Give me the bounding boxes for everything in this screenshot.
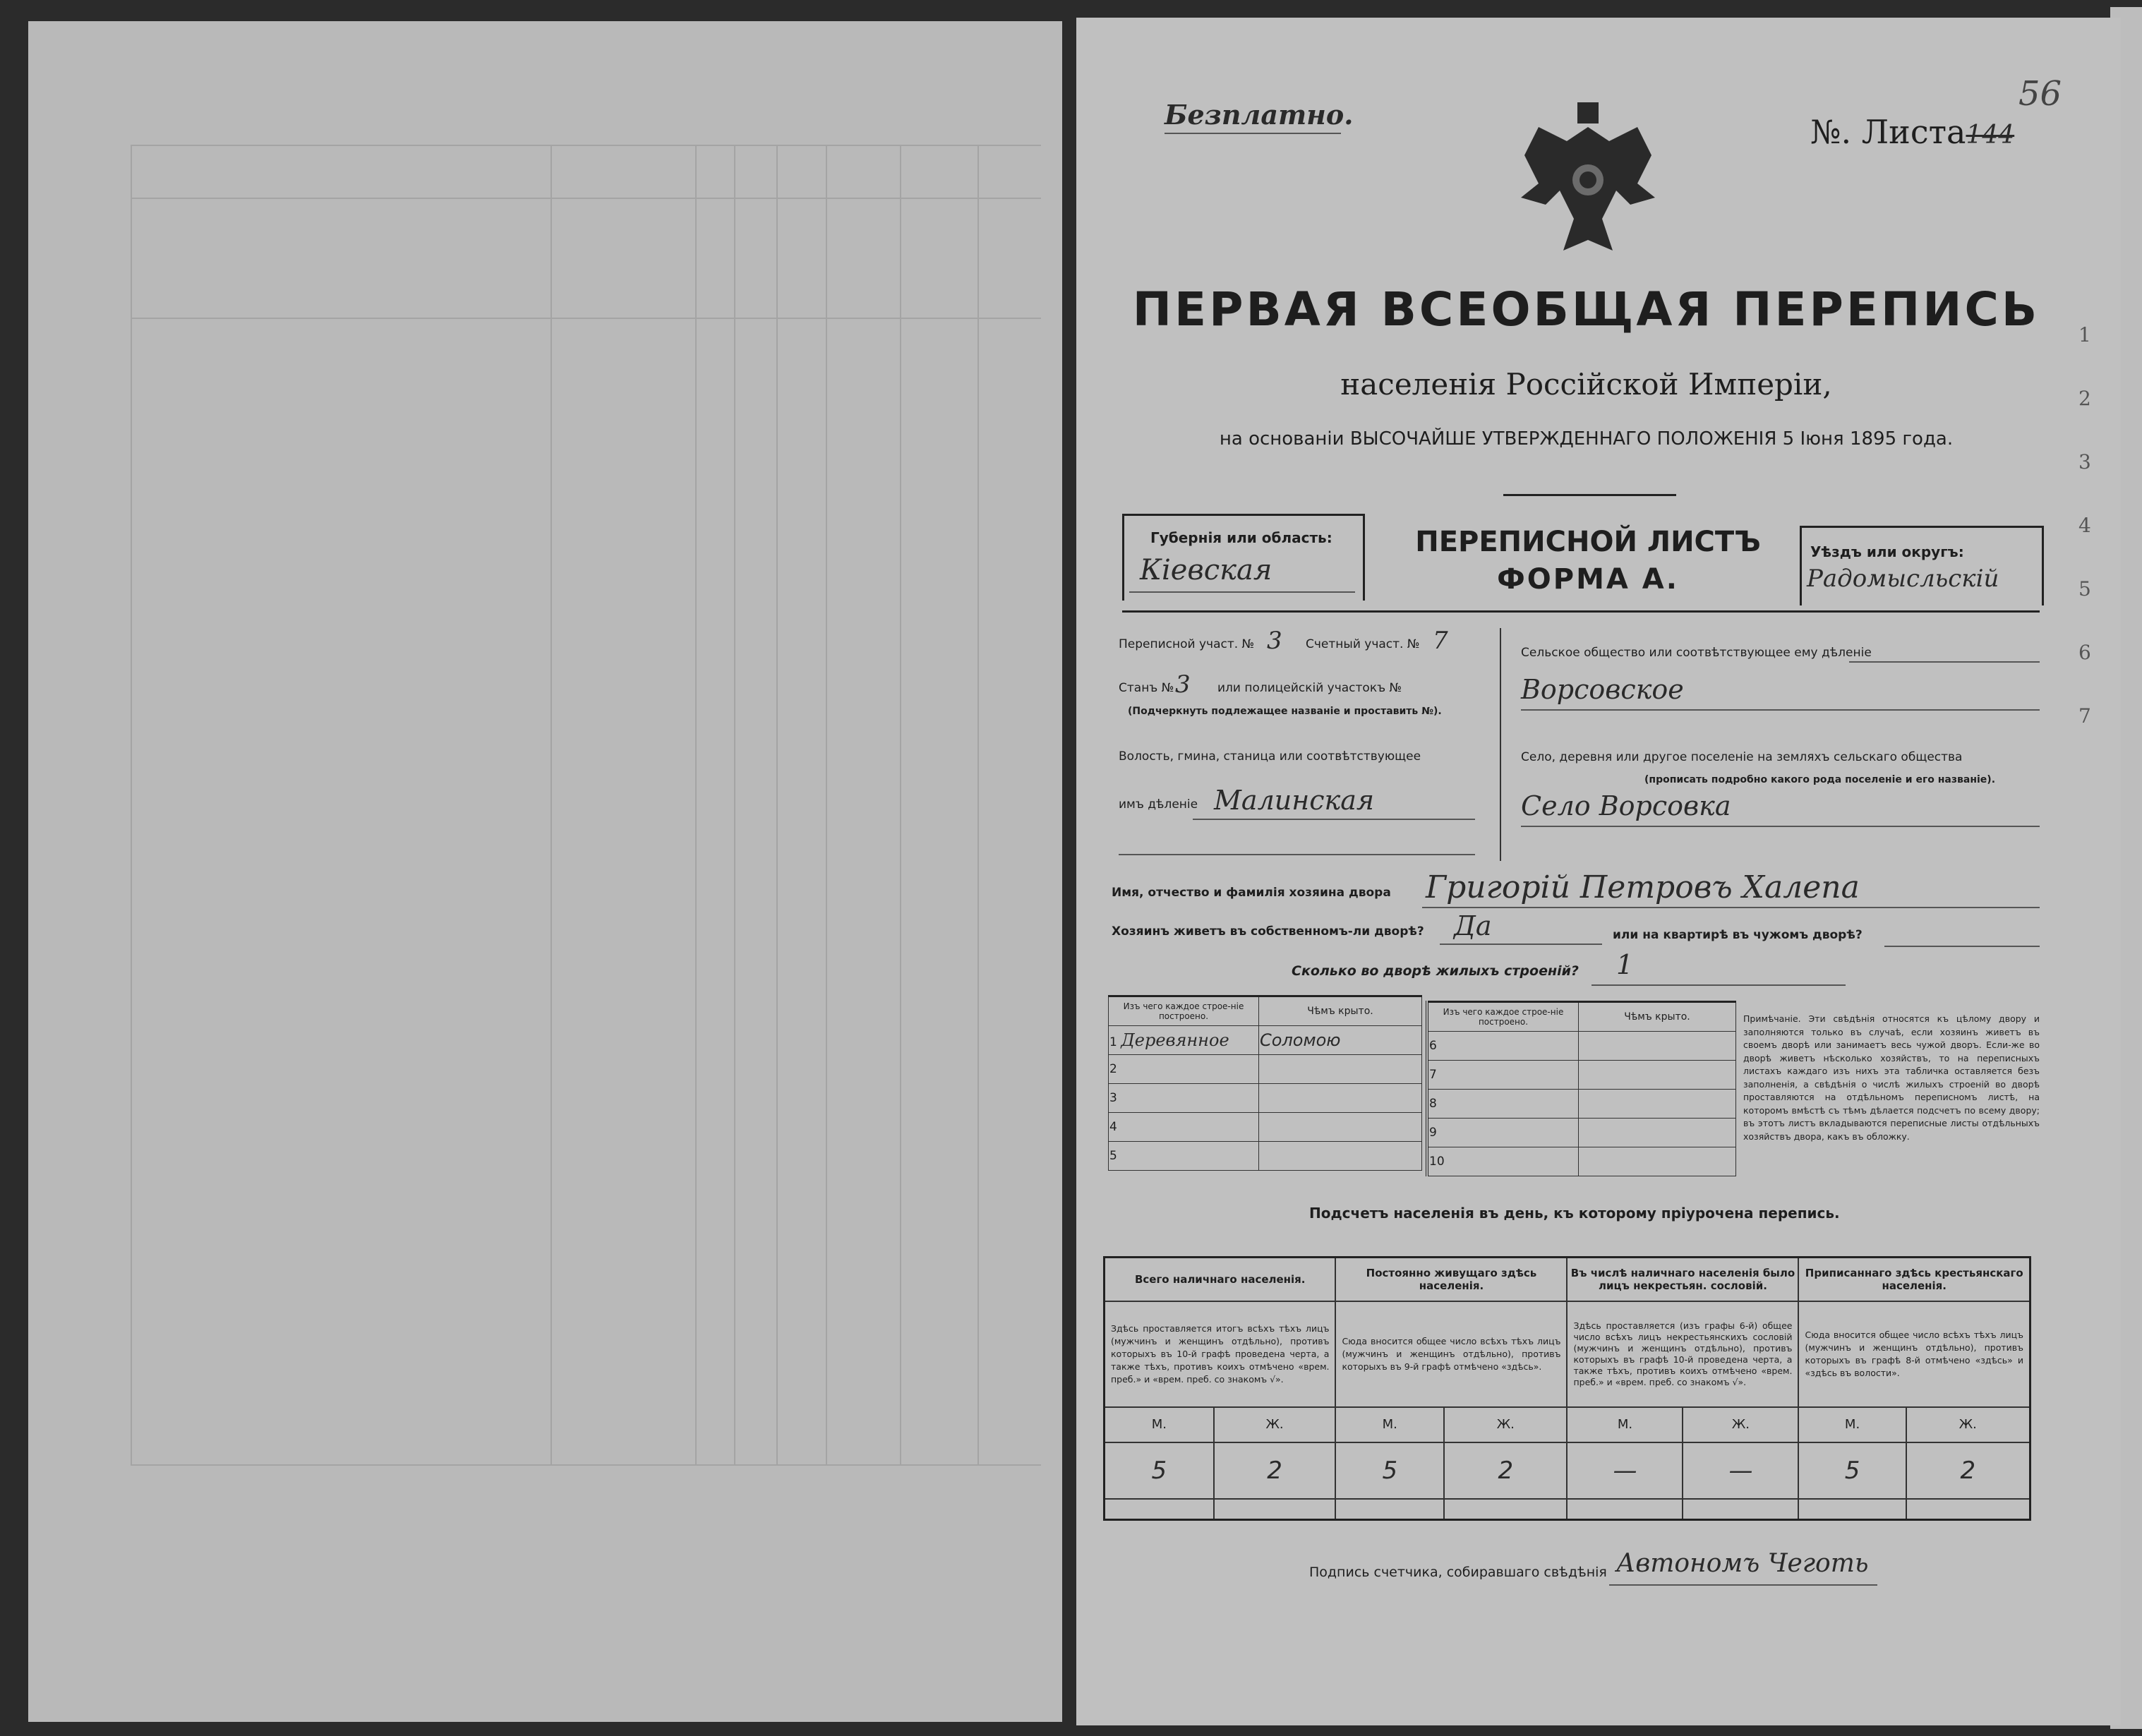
female-label: Ж. [1906, 1407, 2030, 1442]
row-number: 8 [1427, 1090, 1579, 1119]
signature-value: Автономъ Чеготь [1616, 1549, 1869, 1578]
building-row [1109, 1055, 1422, 1084]
col-material: Изъ чего каждое строе-ніе построено. [1427, 1002, 1579, 1032]
row-number: 7 [1427, 1061, 1579, 1090]
female-label: Ж. [1444, 1407, 1567, 1442]
group-head: Постоянно живущаго здѣсь населенія. [1335, 1258, 1567, 1301]
male-count: — [1567, 1442, 1683, 1499]
male-label: М. [1105, 1407, 1214, 1442]
group-desc: Сюда вносится общее число всѣхъ тѣхъ лицъ (мужчинъ и женщинъ отдѣльно), противъ которыхъ въ 9-й графѣ отмѣчено «здѣсь». [1335, 1301, 1567, 1407]
census-area-value: 3 [1267, 627, 1282, 655]
own-yard-label: Хозяинъ живетъ въ собственномъ-ли дворѣ? [1112, 924, 1424, 939]
row-number: 5 [1109, 1142, 1259, 1171]
volost-label2: имъ дѣленіе [1119, 797, 1198, 812]
female-count: 2 [1214, 1442, 1336, 1499]
buildings-value: 1 [1616, 949, 1634, 980]
col-roof: Чѣмъ крыто. [1579, 1002, 1736, 1032]
female-count: 2 [1444, 1442, 1567, 1499]
buildings-label: Сколько во дворѣ жилыхъ строеній? [1292, 963, 1579, 979]
left-edge-numbers [2078, 303, 2107, 748]
building-row [1109, 1113, 1422, 1142]
female-count: 2 [1906, 1442, 2030, 1499]
group-desc: Здѣсь проставляется (изъ графы 6-й) общее число всѣхъ лицъ некрестьянскихъ сословій (мужчинъ и женщинъ отдѣльно), противъ которыхъ въ графѣ 10-й проведена черта, а также тѣхъ, противъ коихъ отмѣчено «врем. преб.» и «врем. преб. со знакомъ √». [1567, 1301, 1798, 1407]
volost-label: Волость, гмина, станица или соотвѣтствующее [1119, 749, 1421, 764]
page-number: 7 [2078, 704, 2091, 728]
page-number: 2 [2078, 387, 2091, 410]
female-label: Ж. [1683, 1407, 1798, 1442]
village-note: (прописать подробно какого рода поселеніе и его названіе). [1644, 774, 1996, 785]
building-material: Деревянное [1121, 1030, 1229, 1050]
page-number: 4 [2078, 514, 2091, 537]
form-title-line2: ФОРМА А. [1497, 563, 1679, 596]
row-number: 1 [1109, 1035, 1117, 1049]
page-number: 5 [2078, 577, 2091, 601]
group-head: Приписаннаго здѣсь крестьянскаго населенія. [1798, 1258, 2030, 1301]
buildings-table-left [1108, 995, 1422, 1171]
double-headed-eagle-icon [1510, 99, 1666, 268]
male-label: М. [1567, 1407, 1683, 1442]
census-area-label: Переписной участ. № [1119, 637, 1255, 651]
signature-label: Подпись счетчика, собиравшаго свѣдѣнія [1309, 1565, 1607, 1580]
society-value: Ворсовское [1521, 674, 1684, 705]
district-value: Радомысльскій [1807, 565, 1999, 593]
row-number: 4 [1109, 1113, 1259, 1142]
building-row [1427, 1061, 1736, 1090]
population-count-table [1103, 1256, 2031, 1521]
col-roof: Чѣмъ крыто. [1259, 996, 1422, 1026]
main-title: ПЕРВАЯ ВСЕОБЩАЯ ПЕРЕПИСЬ [1132, 282, 2040, 337]
field-divider [1500, 628, 1501, 861]
sheet-number: 144 [1966, 121, 2015, 150]
sheet-label [1810, 113, 2014, 151]
building-row [1427, 1032, 1736, 1061]
owner-name-label: Имя, отчество и фамилія хозяина двора [1112, 886, 1391, 900]
page-number: 6 [2078, 641, 2091, 664]
group-head: Всего наличнаго населенія. [1105, 1258, 1336, 1301]
building-row [1427, 1147, 1736, 1176]
building-row [1109, 1026, 1422, 1055]
underline-note: (Подчеркнуть подлежащее названіе и проставить №). [1128, 706, 1442, 717]
sheet-no-label: №. Листа [1810, 113, 1966, 151]
volost-value: Малинская [1214, 785, 1375, 816]
basis-line: на основаніи ВЫСОЧАЙШЕ УТВЕРЖДЕННАГО ПОЛОЖЕНІЯ 5 Іюня 1895 года. [1219, 428, 1954, 450]
village-label: Село, деревня или другое поселеніе на земляхъ сельскаго общества [1521, 750, 1963, 764]
female-count: — [1683, 1442, 1798, 1499]
village-value: Село Ворсовка [1521, 790, 1731, 821]
row-number: 9 [1427, 1119, 1579, 1147]
divider [1503, 494, 1676, 496]
rent-label: или на квартирѣ въ чужомъ дворѣ? [1613, 928, 1863, 942]
district-label: Уѣздъ или округъ: [1810, 543, 1964, 560]
police-label: или полицейскій участокъ № [1217, 681, 1402, 695]
group-desc: Сюда вносится общее число всѣхъ тѣхъ лицъ (мужчинъ и женщинъ отдѣльно), противъ которыхъ въ графѣ 8-й отмѣчено «здѣсь» и «здѣсь въ волости». [1798, 1301, 2030, 1407]
count-title: Подсчетъ населенія въ день, къ которому пріурочена перепись. [1309, 1205, 1840, 1222]
buildings-note: Примѣчаніе. Эти свѣдѣнія относятся къ цѣлому двору и заполняются только въ случаѣ, если хозяинъ живетъ въ своемъ дворѣ или занимаетъ весь чужой дворъ. Если-же во дворѣ живетъ нѣсколько хозяйствъ, то на переписныхъ листахъ каждаго изъ нихъ эта табличка оставляется безъ заполненія, а свѣдѣнія о числѣ жилыхъ строеній во дворѣ проставляются на отдѣльномъ переписномъ листѣ, на которомъ вмѣстѣ съ тѣмъ дѣлается подсчетъ по всему двору; въ этотъ листъ вкладываются переписные листы отдѣльныхъ хозяйствъ двора, какъ въ обложку. [1743, 1013, 2040, 1142]
building-row [1109, 1084, 1422, 1113]
header-rule [1122, 610, 2040, 613]
male-count: 5 [1335, 1442, 1444, 1499]
owner-name-value: Григорій Петровъ Халепа [1426, 869, 1860, 905]
row-number: 6 [1427, 1032, 1579, 1061]
building-row [1427, 1119, 1736, 1147]
count-area-label: Счетный участ. № [1306, 637, 1420, 651]
subtitle: населенія Россійской Имперіи, [1340, 367, 1832, 402]
group-head: Въ числѣ наличнаго населенія было лицъ некрестьян. сословій. [1567, 1258, 1798, 1301]
row-number: 10 [1427, 1147, 1579, 1176]
building-row [1109, 1142, 1422, 1171]
buildings-table-right [1426, 1001, 1736, 1176]
stan-label: Станъ № [1119, 681, 1174, 695]
female-label: Ж. [1214, 1407, 1336, 1442]
building-row [1427, 1090, 1736, 1119]
left-page-ghost [28, 21, 1062, 1722]
male-count: 5 [1105, 1442, 1214, 1499]
page-number: 3 [2078, 450, 2091, 474]
building-roof: Соломою [1259, 1026, 1422, 1055]
male-count: 5 [1798, 1442, 1906, 1499]
free-label: Безплатно. [1165, 99, 1354, 131]
count-area-value: 7 [1433, 627, 1448, 655]
own-yard-value: Да [1454, 910, 1492, 941]
row-number: 3 [1109, 1084, 1259, 1113]
row-number: 2 [1109, 1055, 1259, 1084]
society-label: Сельское общество или соотвѣтствующее ему дѣленіе [1521, 646, 1872, 660]
form-title-line1: ПЕРЕПИСНОЙ ЛИСТЪ [1415, 526, 1761, 558]
male-label: М. [1798, 1407, 1906, 1442]
group-desc: Здѣсь проставляется итогъ всѣхъ тѣхъ лицъ (мужчинъ и женщинъ отдѣльно), противъ которыхъ въ 10-й графѣ проведена черта, а также тѣхъ, противъ коихъ отмѣчено «врем. преб.» и «врем. преб. со знакомъ √». [1105, 1301, 1336, 1407]
male-label: М. [1335, 1407, 1444, 1442]
province-label: Губернія или область: [1150, 529, 1332, 546]
stan-value: 3 [1175, 670, 1191, 699]
archive-number: 56 [2018, 74, 2062, 114]
page-number: 1 [2078, 323, 2091, 346]
province-value: Кіевская [1140, 554, 1272, 586]
col-material: Изъ чего каждое строе-ніе построено. [1109, 996, 1259, 1026]
